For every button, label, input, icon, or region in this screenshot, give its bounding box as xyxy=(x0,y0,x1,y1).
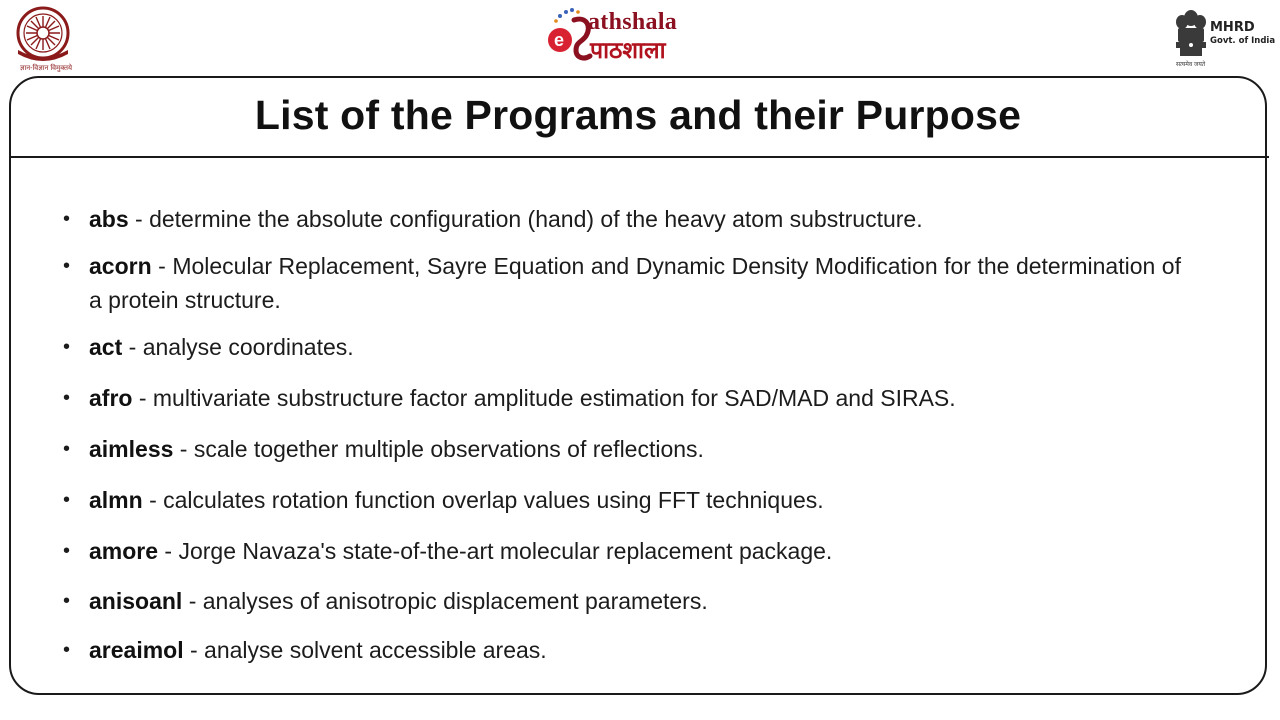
bullet-icon: • xyxy=(63,540,71,562)
program-name: areaimol xyxy=(89,637,184,663)
mhrd-logo-title: MHRD xyxy=(1210,20,1255,35)
program-list xyxy=(11,78,1265,693)
list-item-afro xyxy=(63,381,1181,415)
program-description: - Molecular Replacement, Sayre Equation and Dynamic Density Modification for the determination of a protein structure. xyxy=(89,253,1181,313)
program-name: amore xyxy=(89,538,159,564)
university-logo xyxy=(10,6,76,74)
university-logo-caption: ज्ञान-विज्ञान विमुक्तये xyxy=(19,65,73,72)
bullet-icon: • xyxy=(63,489,71,511)
program-description: - analyse coordinates. xyxy=(122,334,354,360)
program-name: anisoanl xyxy=(89,588,183,614)
mhrd-logo-motto: सत्यमेव जयते xyxy=(1176,62,1206,68)
program-description: - analyse solvent accessible areas. xyxy=(183,637,547,663)
bullet-icon: • xyxy=(63,255,71,277)
svg-text:e: e xyxy=(554,30,565,50)
bullet-icon: • xyxy=(63,387,71,409)
program-name: aimless xyxy=(89,436,174,462)
bullet-icon: • xyxy=(63,208,71,230)
program-description: - calculates rotation function overlap values using FFT techniques. xyxy=(142,487,824,513)
bullet-icon: • xyxy=(63,438,71,460)
mhrd-logo-subtitle: Govt. of India xyxy=(1210,36,1276,46)
list-item-anisoanl xyxy=(63,584,1181,618)
bullet-icon: • xyxy=(63,336,71,358)
epathshala-logo-english: athshala xyxy=(588,9,678,35)
epathshala-logo xyxy=(546,6,736,66)
bullet-icon: • xyxy=(63,639,71,661)
program-name: abs xyxy=(89,206,129,232)
program-description: - multivariate substructure factor amplitude estimation for SAD/MAD and SIRAS. xyxy=(132,385,956,411)
list-item-acorn xyxy=(63,249,1181,317)
program-name: almn xyxy=(89,487,143,513)
slide-frame xyxy=(9,76,1267,695)
slide-title: List of the Programs and their Purpose xyxy=(254,92,1022,138)
lotus-emblem-icon xyxy=(10,6,76,66)
program-description: - determine the absolute configuration (hand) of the heavy atom substructure. xyxy=(128,206,923,232)
bullet-icon: • xyxy=(63,590,71,612)
list-item-areaimol xyxy=(63,633,1181,667)
list-item-almn xyxy=(63,483,1181,517)
program-name: afro xyxy=(89,385,133,411)
program-name: acorn xyxy=(89,253,152,279)
ashoka-emblem-icon xyxy=(1174,8,1208,60)
list-item-aimless xyxy=(63,432,1181,466)
epathshala-logo-hindi: पाठशाला xyxy=(590,38,666,64)
mhrd-logo xyxy=(1172,8,1276,70)
list-item-abs xyxy=(63,202,1181,236)
program-description: - Jorge Navaza's state-of-the-art molecular replacement package. xyxy=(158,538,833,564)
list-item-amore xyxy=(63,534,1181,568)
list-item-act xyxy=(63,330,1181,364)
program-description: - scale together multiple observations of reflections. xyxy=(173,436,704,462)
program-description: - analyses of anisotropic displacement parameters. xyxy=(182,588,708,614)
program-name: act xyxy=(89,334,123,360)
